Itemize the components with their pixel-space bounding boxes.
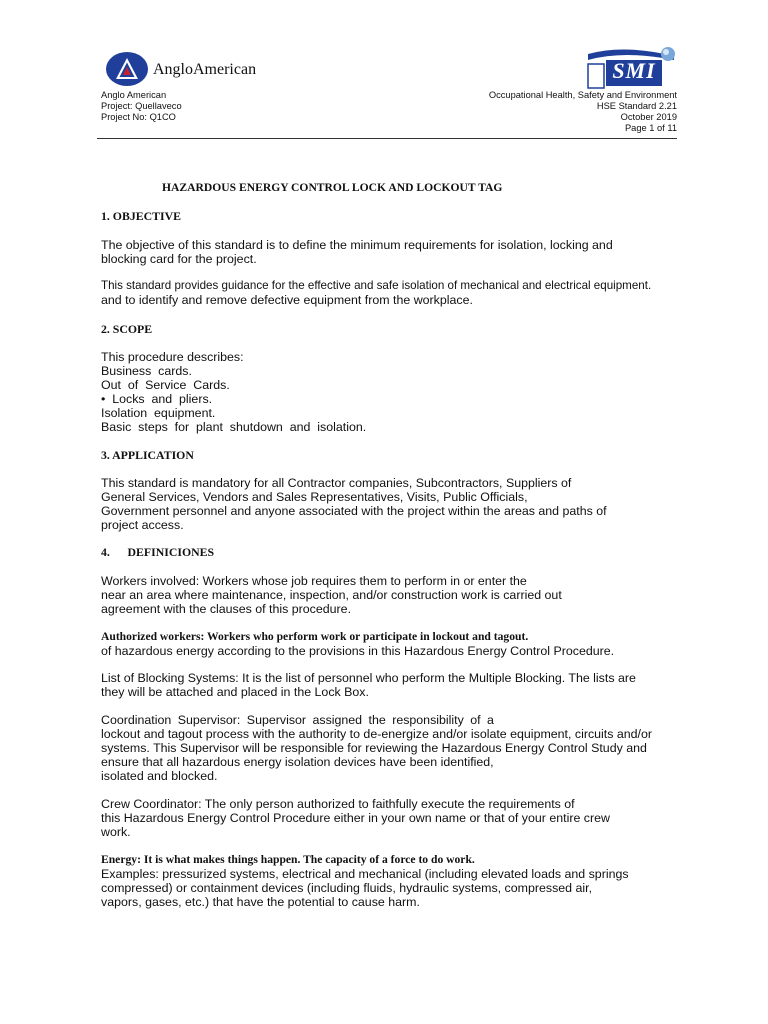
text-line: General Services, Vendors and Sales Representatives, Visits, Public Officials,: [101, 490, 528, 504]
definition-blocking-list: [101, 671, 636, 699]
text-line: This standard is mandatory for all Contractor companies, Subcontractors, Suppliers of: [101, 476, 572, 490]
smi-logo: [584, 44, 680, 90]
text-line: The objective of this standard is to define the minimum requirements for isolation, locking and: [101, 238, 613, 252]
definition-authorized-workers: [101, 630, 614, 658]
scope-line: Isolation equipment.: [101, 406, 216, 420]
section-application-heading: 3. APPLICATION: [101, 448, 194, 462]
text-line: Workers involved: Workers whose job requires them to perform in or enter the: [101, 574, 527, 588]
objective-paragraph-1: [101, 238, 613, 266]
header-right-info: [489, 90, 677, 134]
section-definitions-heading: 4. DEFINICIONES: [101, 545, 215, 559]
text-line: this Hazardous Energy Control Procedure either in your own name or that of your entire crew: [101, 811, 610, 825]
text-line: Crew Coordinator: The only person authorized to faithfully execute the requirements of: [101, 797, 575, 811]
header-divider: [97, 138, 677, 139]
header-company: Anglo American: [101, 90, 167, 100]
text-line: blocking card for the project.: [101, 252, 257, 266]
application-paragraph: [101, 476, 607, 532]
scope-line: Out of Service Cards.: [101, 378, 230, 392]
text-line: vapors, gases, etc.) that have the potential to cause harm.: [101, 895, 420, 909]
header-project-no: Project No: Q1CO: [101, 112, 176, 122]
header-date: October 2019: [620, 112, 677, 122]
section-objective-heading: 1. OBJECTIVE: [101, 209, 181, 223]
text-line: isolated and blocked.: [101, 769, 218, 783]
text-line: agreement with the clauses of this procedure.: [101, 602, 352, 616]
text-line: This standard provides guidance for the effective and safe isolation of mechanical and electrical equipment.: [101, 279, 652, 292]
scope-line: This procedure describes:: [101, 350, 244, 364]
anglo-american-logo-text: AngloAmerican: [153, 61, 257, 78]
scope-line: Business cards.: [101, 364, 192, 378]
objective-paragraph-2: [101, 279, 651, 307]
text-line: Examples: pressurized systems, electrical and mechanical (including elevated loads and springs: [101, 867, 629, 881]
header-standard: HSE Standard 2.21: [596, 101, 677, 111]
scope-line: • Locks and pliers.: [101, 392, 213, 406]
text-line: List of Blocking Systems: It is the list of personnel who perform the Multiple Blocking. The lists are: [101, 671, 636, 685]
header-page-number: Page 1 of 11: [624, 123, 677, 133]
definition-crew-coordinator: [101, 797, 610, 839]
section-scope-heading: 2. SCOPE: [101, 322, 153, 336]
scope-line: Basic steps for plant shutdown and isolation.: [101, 420, 367, 434]
text-line: compressed) or containment devices (including fluids, hydraulic systems, compressed air,: [101, 881, 593, 895]
definition-coordination-supervisor: [101, 713, 652, 783]
text-line: and to identify and remove defective equipment from the workplace.: [101, 293, 473, 307]
text-line: they will be attached and placed in the Lock Box.: [101, 685, 369, 699]
header-department: Occupational Health, Safety and Environment: [488, 90, 677, 100]
text-line: systems. This Supervisor will be responsible for reviewing the Hazardous Energy Control Study and: [101, 741, 647, 755]
scope-list: [101, 350, 366, 434]
anglo-american-logo: [104, 50, 150, 88]
definition-workers-involved: [101, 574, 562, 616]
text-line: of hazardous energy according to the provisions in this Hazardous Energy Control Procedure.: [101, 644, 615, 658]
header-project: Project: Quellaveco: [101, 101, 182, 111]
smi-logo-letters: SMI: [612, 58, 656, 83]
document-title: HAZARDOUS ENERGY CONTROL LOCK AND LOCKOUT TAG: [162, 181, 503, 194]
anglo-american-emblem-icon: [104, 50, 150, 88]
text-line: near an area where maintenance, inspection, and/or construction work is carried out: [101, 588, 562, 602]
definition-energy: [101, 853, 629, 909]
text-line: project access.: [101, 518, 184, 532]
text-line: lockout and tagout process with the authority to de-energize and/or isolate equipment, circuits and/or: [101, 727, 653, 741]
definition-term: Authorized workers: Workers who perform work or participate in lockout and tagout.: [101, 630, 529, 643]
definition-term: Energy: It is what makes things happen. The capacity of a force to do work.: [101, 853, 475, 866]
header-left-info: [101, 90, 182, 123]
text-line: ensure that all hazardous energy isolation devices have been identified,: [101, 755, 494, 769]
text-line: work.: [101, 825, 131, 839]
text-line: Coordination Supervisor: Supervisor assigned the responsibility of a: [101, 713, 494, 727]
text-line: Government personnel and anyone associated with the project within the areas and paths of: [101, 504, 607, 518]
